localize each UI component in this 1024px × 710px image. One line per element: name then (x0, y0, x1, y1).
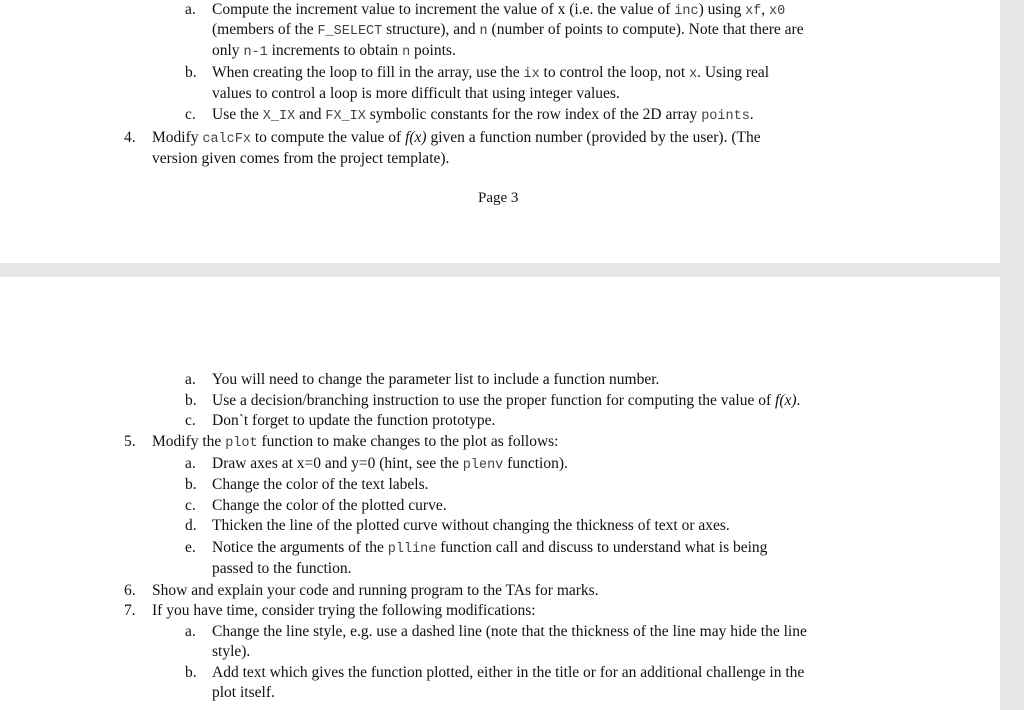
code-n: n (479, 24, 488, 39)
list-marker: 4. (124, 129, 136, 146)
list-marker: b. (185, 64, 197, 81)
math-fx: f(x) (775, 392, 797, 409)
list-marker: d. (185, 517, 197, 534)
code-x-ix: X_IX (262, 109, 296, 124)
list-item-text: style). (212, 643, 251, 660)
code-n: n (402, 45, 411, 60)
list-marker: b. (185, 392, 197, 409)
list-item-text: You will need to change the parameter list to include a function number. (212, 371, 660, 388)
list-marker: b. (185, 476, 197, 493)
list-item-text: version given comes from the project template). (152, 150, 450, 167)
list-item-text: Change the color of the text labels. (212, 476, 429, 493)
code-n-minus-1: n-1 (243, 45, 268, 60)
list-marker: c. (185, 497, 196, 514)
list-item-text: Draw axes at x=0 and y=0 (hint, see the plenv function). (212, 455, 568, 473)
list-item-text: Compute the increment value to increment the value of x (i.e. the value of inc) using xf, x0 (212, 1, 786, 19)
list-item-text: (members of the F_SELECT structure), and n (number of points to compute). Note that there are (212, 21, 804, 39)
list-item-text: Use a decision/branching instruction to use the proper function for computing the value of f(x). (212, 392, 801, 409)
list-item-text: Modify calcFx to compute the value of f(x) given a function number (provided by the user). (The (152, 129, 761, 147)
list-item-text: Use the X_IX and FX_IX symbolic constants for the row index of the 2D array points. (212, 106, 754, 124)
code-fx-ix: FX_IX (325, 109, 366, 124)
page-number: Page 3 (478, 190, 519, 206)
code-calcfx: calcFx (202, 132, 251, 147)
code-plot: plot (225, 436, 258, 451)
list-item-text: When creating the loop to fill in the array, use the ix to control the loop, not x. Using real (212, 64, 770, 82)
list-marker: a. (185, 371, 196, 388)
list-marker: 7. (124, 602, 136, 619)
list-item-text: Change the line style, e.g. use a dashed line (note that the thickness of the line may hide the line (212, 623, 807, 640)
list-marker: c. (185, 106, 196, 123)
list-item-text: only n-1 increments to obtain n points. (212, 42, 456, 60)
code-inc: inc (674, 4, 699, 19)
list-marker: 6. (124, 582, 136, 599)
list-item-text: If you have time, consider trying the following modifications: (152, 602, 536, 619)
list-item-text: Show and explain your code and running program to the TAs for marks. (152, 582, 599, 599)
code-plenv: plenv (462, 458, 504, 473)
code-f-select: F_SELECT (317, 24, 383, 39)
list-item-text: Thicken the line of the plotted curve without changing the thickness of text or axes. (212, 517, 730, 534)
list-item-text: Add text which gives the function plotted, either in the title or for an additional challenge in the (212, 664, 805, 681)
list-item-text: Notice the arguments of the plline function call and discuss to understand what is being (212, 539, 768, 557)
list-item-text: plot itself. (212, 684, 275, 701)
document-page-3 (0, 0, 1000, 263)
code-xf: xf (745, 4, 762, 19)
list-marker: b. (185, 664, 197, 681)
list-marker: a. (185, 1, 196, 18)
math-fx: f(x) (405, 129, 427, 146)
code-points: points (701, 109, 750, 124)
list-marker: a. (185, 455, 196, 472)
code-ix: ix (523, 67, 540, 82)
list-marker: a. (185, 623, 196, 640)
list-marker: e. (185, 539, 196, 556)
list-item-text: values to control a loop is more difficult that using integer values. (212, 85, 620, 102)
viewer-background (1000, 0, 1024, 710)
list-item-text: Change the color of the plotted curve. (212, 497, 447, 514)
code-plline: plline (387, 542, 437, 557)
document-page-4 (0, 277, 1000, 710)
list-item-text: passed to the function. (212, 560, 352, 577)
code-x: x (689, 67, 698, 82)
list-marker: c. (185, 412, 196, 429)
list-item-text: Don`t forget to update the function prototype. (212, 412, 496, 429)
list-marker: 5. (124, 433, 136, 450)
code-x0: x0 (769, 4, 786, 19)
list-item-text: Modify the plot function to make changes to the plot as follows: (152, 433, 559, 451)
